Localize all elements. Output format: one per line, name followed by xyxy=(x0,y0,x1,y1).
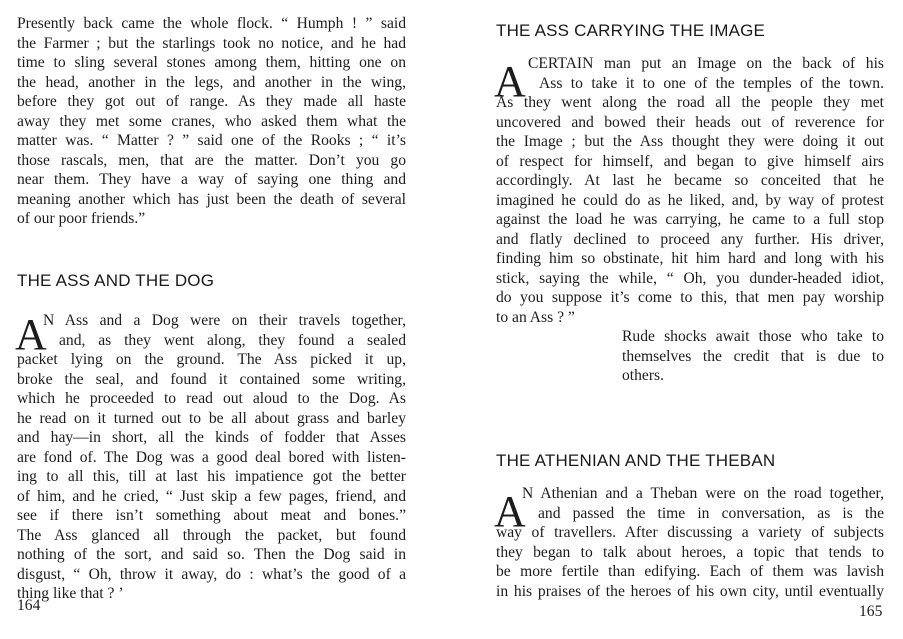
right-page xyxy=(450,0,903,639)
text-line: meaning another which has just been the death of several xyxy=(17,190,406,208)
text-line: of him, and he cried, “ Just skip a few pages, friend, and xyxy=(17,487,406,505)
text-line: nothing of the sort, and said so. Then the Dog said in xyxy=(17,546,406,563)
drop-cap: A xyxy=(494,487,526,536)
text-line: N Ass and a Dog were on their travels together, xyxy=(43,312,406,329)
fable-title: THE ASS AND THE DOG xyxy=(17,271,215,290)
text-line: they began to talk about heroes, a topic that tends to xyxy=(496,543,884,561)
text-line: thing like that ? ’ xyxy=(17,585,124,602)
text-line: and passed the time in conversation, as is the xyxy=(538,504,884,522)
text-line: Ass to take it to one of the temples of the town. xyxy=(539,74,884,92)
fable-moral xyxy=(622,327,884,386)
page-number: 165 xyxy=(859,603,883,620)
text-line: stick, saying the while, “ Oh, you dunder-headed idiot, xyxy=(496,269,884,287)
fable-body xyxy=(17,311,406,604)
text-line: packet lying on the ground. The Ass picked it up, xyxy=(17,351,406,368)
text-line: before they got out of range. As they made all haste xyxy=(17,93,406,110)
moral-line: others. xyxy=(622,367,665,384)
text-line: against the load he was carrying, he came to a full stop xyxy=(496,211,884,228)
text-line: The Ass glanced all through the packet, but found xyxy=(17,526,406,544)
text-line: and flatly declined to proceed any further. His driver, xyxy=(496,230,884,248)
text-line: finding him so obstinate, hit him hard and long with his xyxy=(496,250,884,267)
text-line: the Image ; but the Ass thought they were doing it out xyxy=(496,133,884,150)
text-line: As they went along the road all the people they met xyxy=(496,94,884,111)
page-number: 164 xyxy=(17,597,41,614)
text-line: way of travellers. After discussing a variety of subjects xyxy=(496,524,884,541)
text-line: of our poor friends.” xyxy=(17,210,146,227)
text-line: do you suppose it’s come to this, that men pay worship xyxy=(496,289,884,306)
text-line: those rascals, men, that are the matter. Don’t you go xyxy=(17,151,406,169)
text-line: uncovered and bowed their heads out of reverence for xyxy=(496,113,884,131)
text-line: and hay—in short, all the kinds of fodder that Asses xyxy=(17,429,406,446)
text-line: in his praises of the heroes of his own city, until eventually xyxy=(496,582,884,600)
fable-body xyxy=(496,54,884,327)
left-page xyxy=(0,0,450,639)
text-line: of respect for himself, and began to give himself airs xyxy=(496,152,884,170)
text-line: see if there isn’t something about meat and bones.” xyxy=(17,507,406,524)
fable-title: THE ATHENIAN AND THE THEBAN xyxy=(496,451,776,470)
moral-line: Rude shocks await those who take to xyxy=(622,328,884,345)
text-line: broke the seal, and found it contained some writing, xyxy=(17,370,406,388)
continued-paragraph xyxy=(17,14,406,229)
text-line: be more fertile than edifying. Each of them was lavish xyxy=(496,563,884,580)
text-line: imagined he could do as he liked, and, by way of protest xyxy=(496,191,884,209)
text-line: time to sling several stones among them, hitting one on xyxy=(17,54,406,71)
text-line: which he proceeded to read out aloud to the Dog. As xyxy=(17,390,406,407)
text-line: the head, another in the legs, and another in the wing, xyxy=(17,73,406,91)
text-line: away they met some cranes, who asked them what the xyxy=(17,112,406,130)
drop-cap: A xyxy=(15,310,47,359)
drop-cap: A xyxy=(494,57,526,106)
text-line: are fond of. The Dog was a good deal bored with listen- xyxy=(17,448,406,466)
text-line: disgust, “ Oh, throw it away, do : what’s the good of a xyxy=(17,565,406,583)
moral-line: themselves the credit that is due to xyxy=(622,347,884,365)
fable-title: THE ASS CARRYING THE IMAGE xyxy=(496,21,766,40)
text-line: matter was. “ Matter ? ” said one of the Rooks ; “ it’s xyxy=(17,132,406,149)
text-line: and, as they went along, they found a sealed xyxy=(59,331,406,349)
text-line: CERTAIN man put an Image on the back of his xyxy=(528,55,884,72)
text-line: the Farmer ; but the starlings took no notice, and he had xyxy=(17,34,406,52)
text-line: near them. They have a way of saying one thing and xyxy=(17,171,406,188)
text-line: ing to all this, till at last his impatience got the better xyxy=(17,468,406,485)
text-line: N Athenian and a Theban were on the road together, xyxy=(522,485,884,502)
fable-body xyxy=(496,484,884,601)
text-line: Presently back came the whole flock. “ Humph ! ” said xyxy=(17,15,406,32)
text-line: accordingly. At last he became so conceited that he xyxy=(496,172,884,189)
text-line: to an Ass ? ” xyxy=(496,308,575,326)
text-line: he read on it turned out to be all about grass and barley xyxy=(17,409,406,427)
